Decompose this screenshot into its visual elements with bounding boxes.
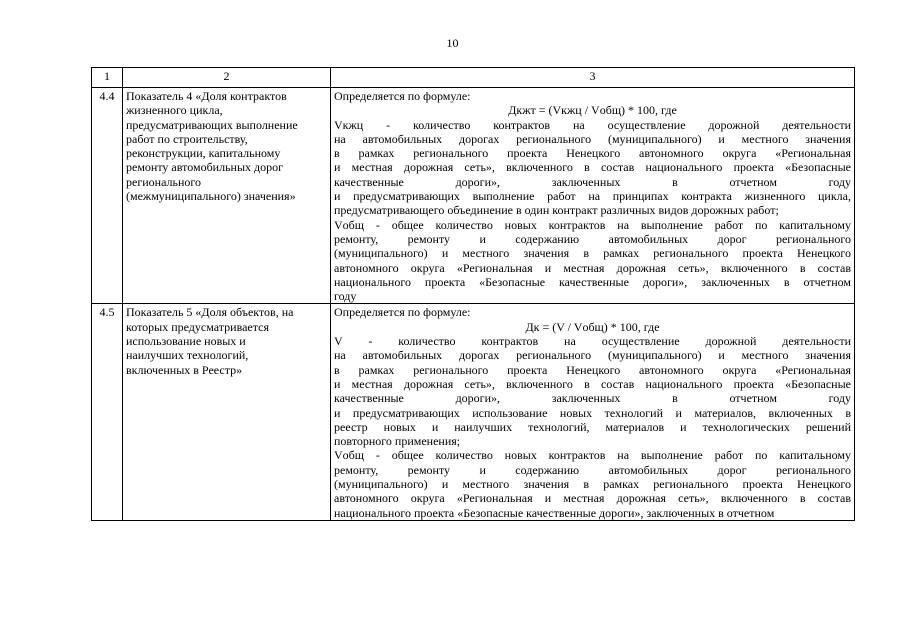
description-line: и местная дорожная сеть», включенного в состав национального проекта «Безопасные [334, 376, 851, 391]
indicator-name-line: которых предусматривается [126, 319, 269, 334]
formula-description [334, 334, 851, 520]
indicator-name-line: Показатель 4 «Доля контрактов [126, 89, 287, 103]
table-row-4-5 [92, 304, 855, 520]
description-line: национального проекта «Безопасные качественные дороги», заключенных в отчетном [334, 505, 775, 520]
header-cell-1: 1 [92, 68, 123, 88]
formula-description [334, 118, 851, 304]
description-line: в рамках регионального проекта Ненецкого автономного округа «Региональная [334, 146, 851, 161]
calculation-method-cell [331, 88, 855, 304]
description-line: и предусматривающих выполнение работ на принципах контракта жизненного цикла, [334, 189, 851, 204]
header-cell-3: 3 [331, 68, 855, 88]
description-line: реестр новых и наилучших технологий, материалов и технологических решений [334, 419, 851, 434]
description-line: качественные дороги», заключенных в отчетном году [334, 174, 851, 189]
indicator-name-line: реконструкции, капитальному [126, 146, 281, 161]
description-line: предусматривающего объединение в один контракт различных видов дорожных работ; [334, 203, 779, 218]
table-row-4-4 [92, 88, 855, 304]
description-line: году [334, 289, 357, 304]
description-line: (муниципального) и местного значения в рамках регионального проекта Ненецкого [334, 246, 851, 261]
indicator-name-cell [123, 88, 331, 304]
description-line: ремонту, ремонту и содержанию автомобильных дорог регионального [334, 462, 851, 477]
description-line: V - количество контрактов на осуществление дорожной деятельности [334, 334, 851, 349]
description-line: ремонту, ремонту и содержанию автомобильных дорог регионального [334, 231, 851, 246]
description-line: качественные дороги», заключенных в отчетном году [334, 391, 851, 406]
page-number: 10 [446, 36, 459, 50]
method-intro: Определяется по формуле: [334, 305, 471, 320]
formula: Дк = (V / Vобщ) * 100, где [525, 319, 660, 334]
method-intro: Определяется по формуле: [334, 89, 471, 103]
table-header-row [92, 68, 855, 88]
indicator-name-line: использование новых и [126, 334, 246, 349]
row-number: 4.5 [92, 304, 123, 520]
indicator-name-line: наилучших технологий, [126, 348, 249, 363]
description-line: Vобщ - общее количество новых контрактов на выполнение работ по капитальному [334, 217, 851, 232]
description-line: на автомобильных дорогах регионального (муниципального) и местного значения [334, 131, 851, 146]
description-line: в рамках регионального проекта Ненецкого автономного округа «Региональная [334, 362, 851, 377]
calculation-method-cell [331, 304, 855, 520]
description-line: Vкжц - количество контрактов на осуществление дорожной деятельности [334, 117, 851, 132]
indicator-name-line: работ по строительству, [126, 131, 248, 146]
header-cell-2: 2 [123, 68, 331, 88]
indicator-name-line: включенных в Реестр» [126, 362, 243, 377]
row-number: 4.4 [92, 88, 123, 304]
description-line: автономного округа «Региональная и местная дорожная сеть», включенного в состав [334, 491, 851, 506]
description-line: (муниципального) и местного значения в рамках регионального проекта Ненецкого [334, 477, 851, 492]
formula: Дкжт = (Vкжц / Vобщ) * 100, где [508, 103, 677, 118]
indicator-name-cell [123, 304, 331, 520]
description-line: повторного применения; [334, 434, 461, 449]
indicator-name-line: жизненного цикла, [126, 103, 223, 118]
indicators-table [91, 67, 855, 521]
indicator-name-line: регионального [126, 174, 202, 189]
description-line: Vобщ - общее количество новых контрактов на выполнение работ по капитальному [334, 448, 851, 463]
indicator-name-line: (межмуниципального) значения» [126, 189, 296, 204]
description-line: автономного округа «Региональная и местная дорожная сеть», включенного в состав [334, 260, 851, 275]
indicator-name-line: Показатель 5 «Доля объектов, на [126, 305, 294, 320]
indicator-name-line: предусматривающих выполнение [126, 117, 298, 132]
description-line: и местная дорожная сеть», включенного в состав национального проекта «Безопасные [334, 160, 851, 175]
indicator-name-line: ремонту автомобильных дорог [126, 160, 284, 175]
description-line: и предусматривающих использование новых технологий и материалов, включенных в [334, 405, 851, 420]
description-line: национального проекта «Безопасные качественные дороги», заключенных в отчетном [334, 274, 851, 289]
description-line: на автомобильных дорогах регионального (муниципального) и местного значения [334, 348, 851, 363]
